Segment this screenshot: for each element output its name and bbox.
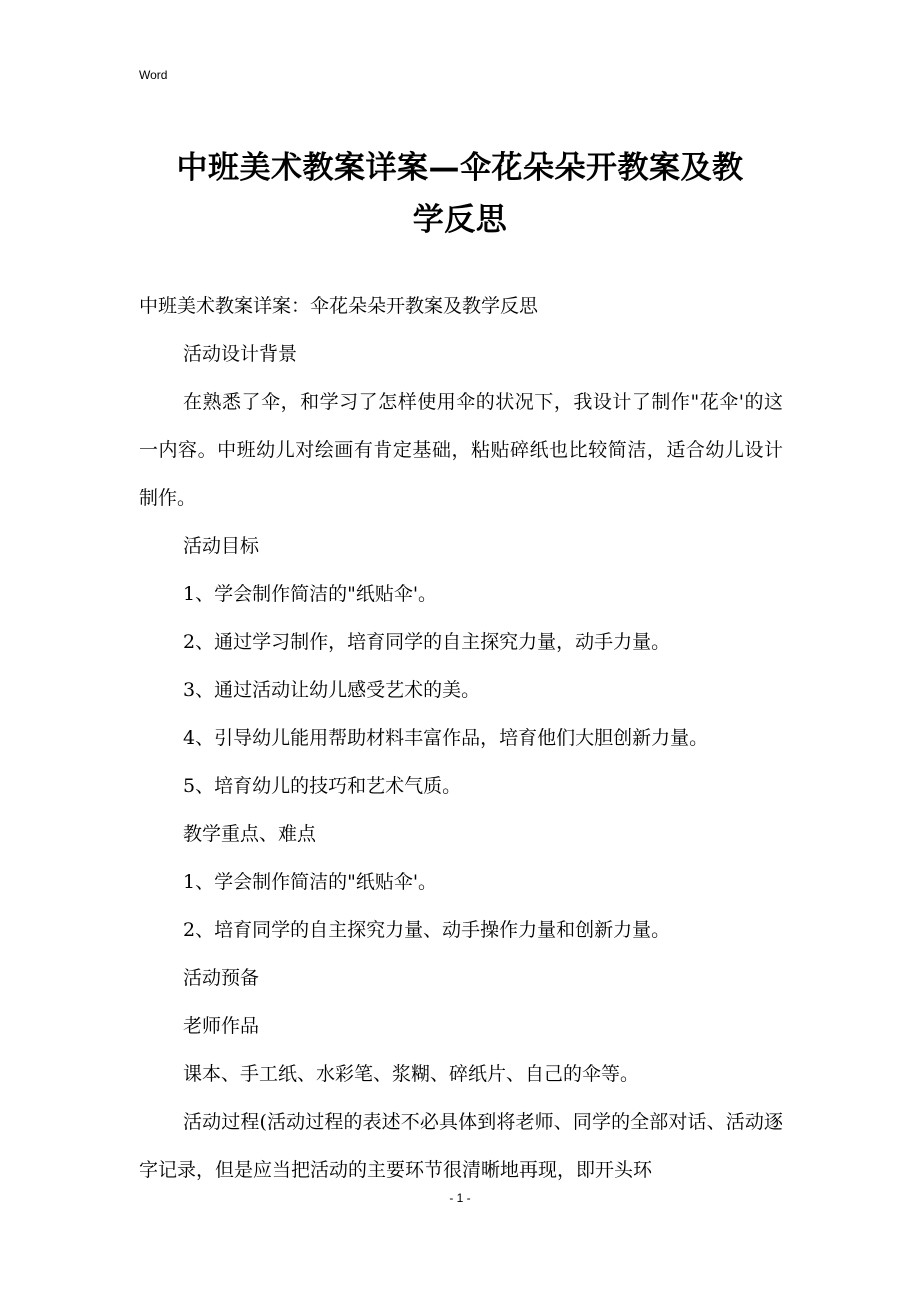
- section-heading-background: 活动设计背景: [183, 343, 298, 365]
- section-heading-goals: 活动目标: [183, 535, 260, 557]
- goal-item-1: 1、学会制作简洁的"纸贴伞'。: [183, 583, 438, 605]
- document-title: [139, 142, 781, 246]
- background-paragraph: 在熟悉了伞，和学习了怎样使用伞的状况下，我设计了制作"花伞'的这一内容。中班幼儿对绘画有肯定基础，粘贴碎纸也比较简洁，适合幼儿设计制作。: [139, 391, 783, 509]
- preparation-item-materials: 课本、手工纸、水彩笔、浆糊、碎纸片、自己的伞等。: [183, 1063, 640, 1085]
- section-heading-preparation: 活动预备: [183, 967, 260, 989]
- goal-item-2: 2、通过学习制作，培育同学的自主探究力量，动手力量。: [183, 631, 671, 653]
- goal-item-3: 3、通过活动让幼儿感受艺术的美。: [183, 679, 481, 701]
- goal-item-4: 4、引导幼儿能用帮助材料丰富作品，培育他们大胆创新力量。: [183, 727, 709, 749]
- document-body: [139, 282, 783, 1194]
- document-title-line-1: 中班美术教案详案—伞花朵朵开教案及教: [176, 150, 744, 186]
- preparation-item-teacher-work: 老师作品: [183, 1015, 260, 1037]
- page-number: - 1 -: [449, 1191, 471, 1205]
- section-heading-key-points: 教学重点、难点: [183, 823, 317, 845]
- key-point-item-1: 1、学会制作简洁的"纸贴伞'。: [183, 871, 438, 893]
- subtitle-paragraph: 中班美术教案详案：伞花朵朵开教案及教学反思: [139, 295, 539, 317]
- key-point-item-2: 2、培育同学的自主探究力量、动手操作力量和创新力量。: [183, 919, 671, 941]
- goal-item-5: 5、培育幼儿的技巧和艺术气质。: [183, 775, 462, 797]
- header-app-label: Word: [139, 68, 168, 82]
- process-paragraph: 活动过程(活动过程的表述不必具体到将老师、同学的全部对话、活动逐字记录，但是应当把活动的主要环节很清晰地再现，即开头环: [139, 1111, 783, 1181]
- document-title-line-2: 学反思: [412, 202, 508, 238]
